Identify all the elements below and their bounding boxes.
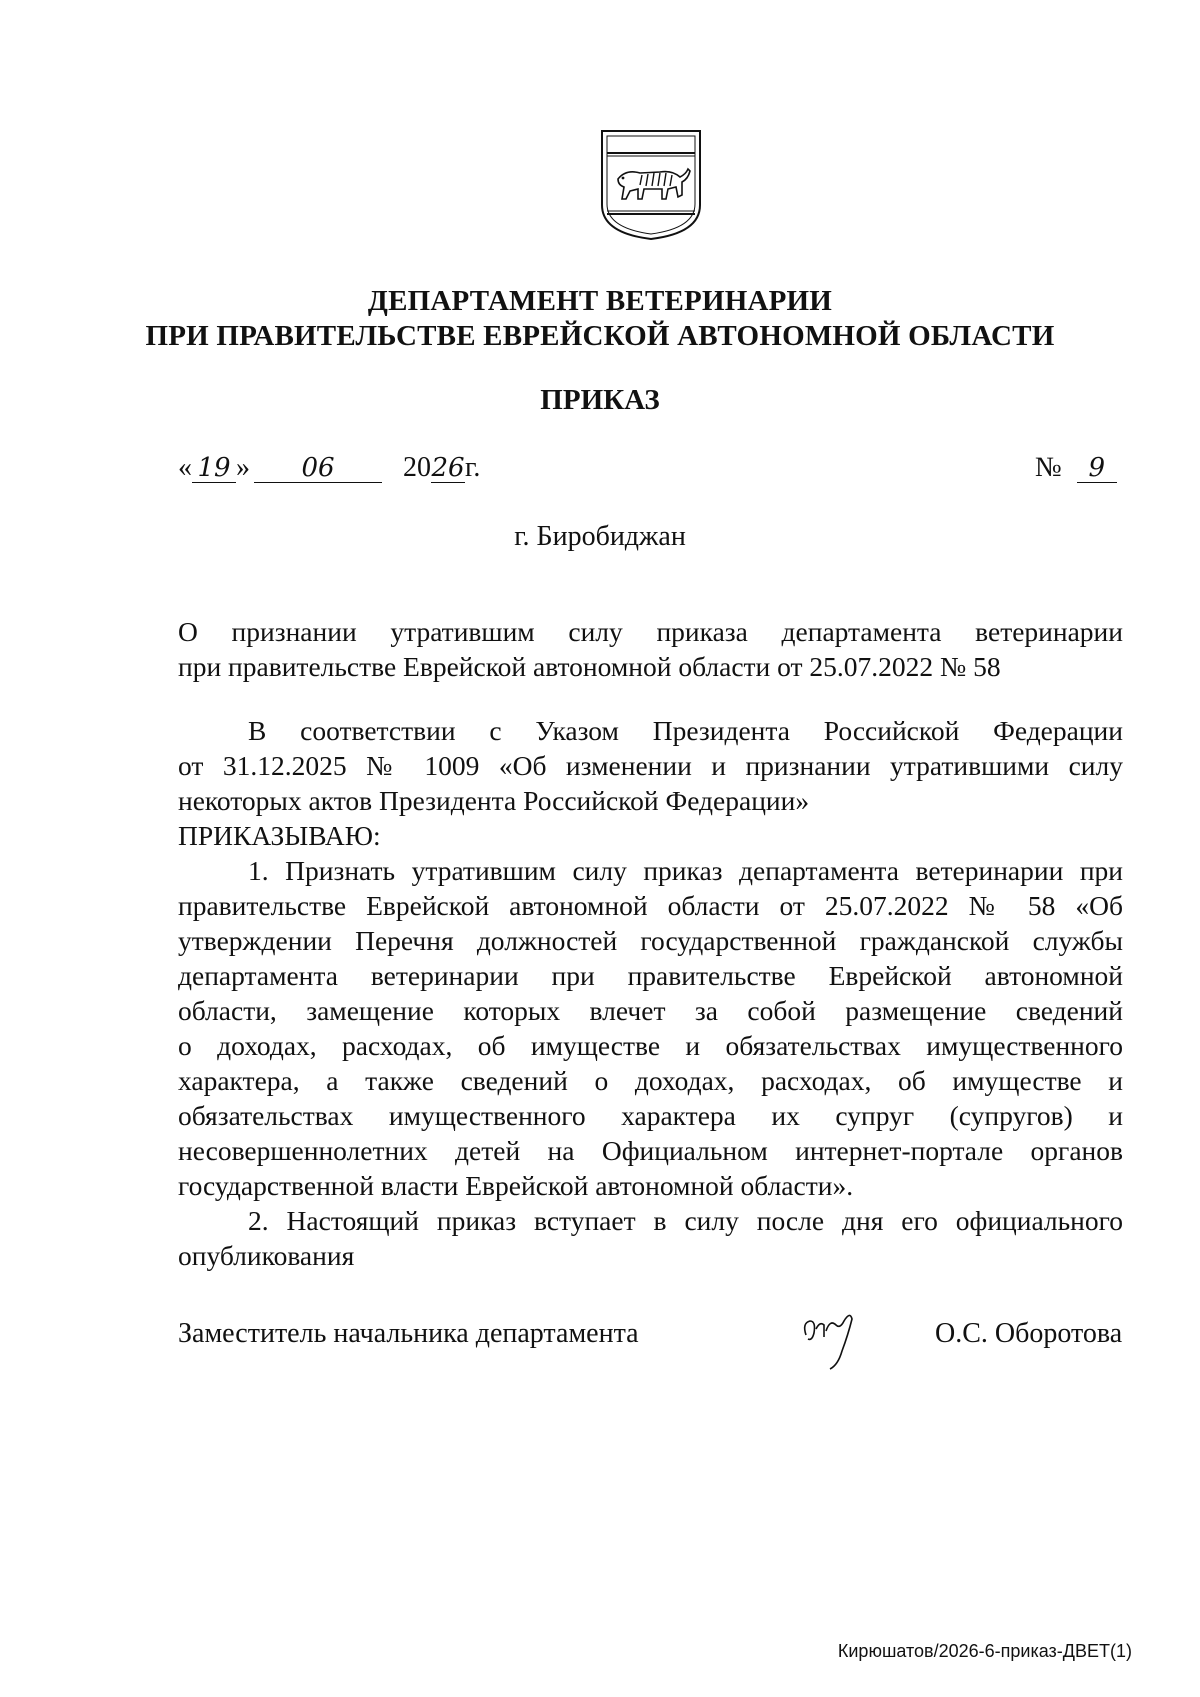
date-month: 06 (254, 454, 382, 483)
item-1-line: обязательствах имущественного характера их супруг (супругов) и (178, 1100, 1123, 1131)
date-open-quote: « (178, 452, 192, 483)
signatory-position: Заместитель начальника департамента (178, 1318, 639, 1349)
item-1-line: департамента ветеринарии при правительстве Еврейской автономной (178, 960, 1123, 991)
subject-line: О признании утратившим силу приказа департамента ветеринарии (178, 616, 1123, 647)
item-1-line: области, замещение которых влечет за собой размещение сведений (178, 995, 1123, 1026)
item-1-line: государственной власти Еврейской автономной области». (178, 1170, 854, 1201)
date-close-quote: » (236, 452, 250, 483)
item-2-line: 2. Настоящий приказ вступает в силу после дня его официального (248, 1205, 1123, 1236)
subject (178, 614, 1123, 684)
preamble (178, 713, 1123, 818)
date-year-prefix: 20 (403, 452, 431, 483)
preamble-line: от 31.12.2025 № 1009 «Об изменении и признании утратившими силу (178, 750, 1123, 781)
department-title-line2: ПРИ ПРАВИТЕЛЬСТВЕ ЕВРЕЙСКОЙ АВТОНОМНОЙ ОБЛАСТИ (145, 320, 1055, 352)
preamble-line: В соответствии с Указом Президента Российской Федерации (248, 715, 1123, 746)
order-date (178, 452, 480, 484)
item-1-line: правительстве Еврейской автономной области от 25.07.2022 № 58 «Об (178, 890, 1123, 921)
date-day: 19 (192, 454, 236, 483)
signatory-name: О.С. Оборотова (935, 1318, 1123, 1349)
number-label: № (1035, 452, 1062, 483)
item-1-line: характера, а также сведений о доходах, расходах, об имуществе и (178, 1065, 1123, 1096)
item-1-line: утверждении Перечня должностей государственной гражданской службы (178, 925, 1123, 956)
order-number (1035, 452, 1117, 484)
document-footer-reference: Кирюшатов/2026-6-приказ-ДВЕТ(1) (837, 1641, 1132, 1661)
item-2 (178, 1203, 1123, 1273)
handwritten-signature (800, 1295, 890, 1377)
date-year-suffix: 26 (431, 453, 465, 483)
item-2-line: опубликования (178, 1240, 355, 1271)
subject-line: при правительстве Еврейской автономной области от 25.07.2022 № 58 (178, 651, 1001, 682)
item-1-line: 1. Признать утратившим силу приказ департамента ветеринарии при (248, 855, 1123, 886)
item-1-line: несовершеннолетних детей на Официальном интернет-портале органов (178, 1135, 1123, 1166)
preamble-line: некоторых актов Президента Российской Федерации» (178, 785, 810, 816)
order-word: ПРИКАЗЫВАЮ: (178, 820, 381, 851)
department-title-line1: ДЕПАРТАМЕНТ ВЕТЕРИНАРИИ (367, 285, 833, 317)
coat-of-arms-icon (596, 125, 706, 243)
date-year-end: г. (465, 452, 481, 483)
item-1 (178, 853, 1123, 1203)
item-1-line: о доходах, расходах, об имуществе и обязательствах имущественного (178, 1030, 1123, 1061)
city: г. Биробиджан (514, 521, 686, 552)
number-value: 9 (1077, 454, 1117, 483)
document-type: ПРИКАЗ (540, 384, 660, 416)
